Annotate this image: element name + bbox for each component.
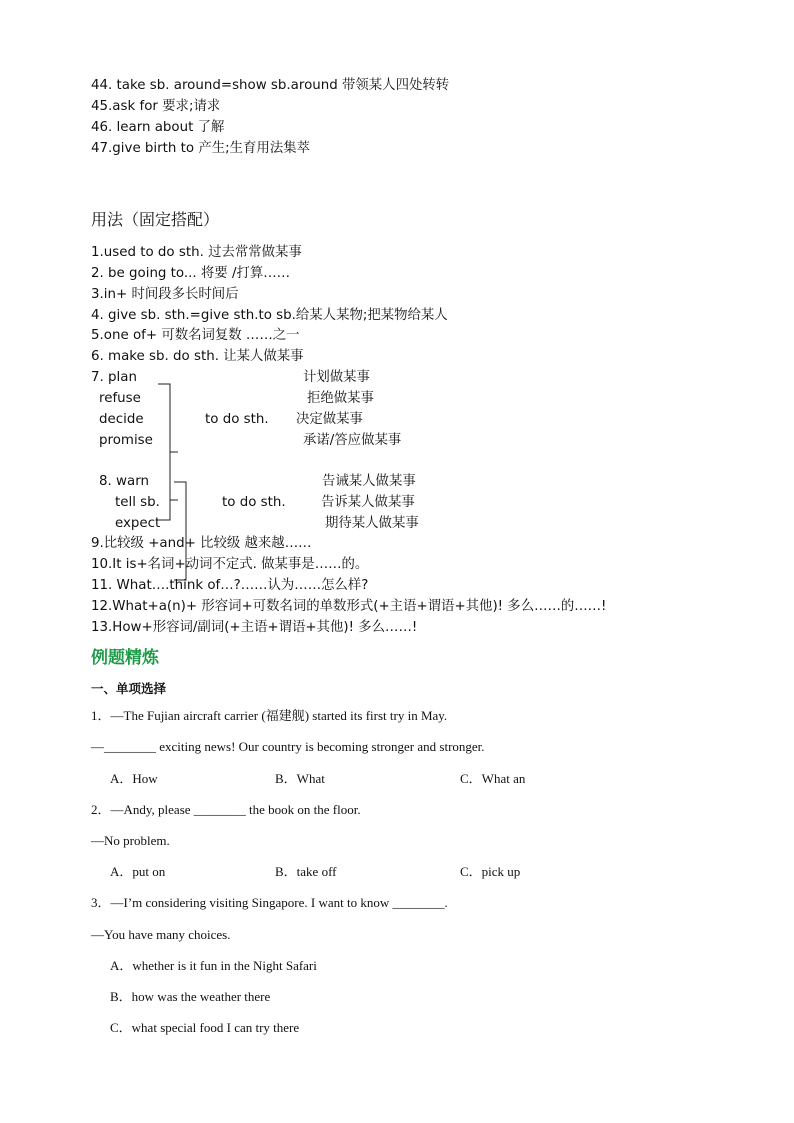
usage-item-4: 4. give sb. sth.=give sth.to sb.给某人某物;把某物给某人 xyxy=(91,308,448,323)
group8-meaning-2: 告诉某人做某事 xyxy=(321,495,415,510)
usage-item-9: 9.比较级 +and+ 比较级 越来越…… xyxy=(91,536,312,551)
question-3-stem: 3．—I’m considering visiting Singapore. I want to know ________. xyxy=(91,895,448,910)
group8-meaning-1: 告诫某人做某事 xyxy=(322,474,416,489)
question-1-reply: —________ exciting news! Our country is becoming stronger and stronger. xyxy=(91,739,485,754)
usage-item-12: 12.What+a(n)+ 形容词+可数名词的单数形式(+主语+谓语+其他)! 多么……的……! xyxy=(91,599,607,614)
group7-middle: to do sth. xyxy=(205,412,269,427)
group7-verb-refuse: refuse xyxy=(99,391,141,406)
phrase-item-47: 47.give birth to 产生;生育用法集萃 xyxy=(91,141,310,156)
question-3-reply: —You have many choices. xyxy=(91,927,231,942)
phrase-item-46: 46. learn about 了解 xyxy=(91,120,225,135)
examples-heading: 例题精炼 xyxy=(91,648,159,668)
usage-item-5: 5.one of+ 可数名词复数 ……之一 xyxy=(91,328,300,343)
question-1-stem: 1．—The Fujian aircraft carrier (福建舰) started its first try in May. xyxy=(91,708,448,723)
question-3-option-a[interactable]: A．whether is it fun in the Night Safari xyxy=(110,958,317,973)
group7-verb-plan: 7. plan xyxy=(91,370,137,385)
phrase-item-45: 45.ask for 要求;请求 xyxy=(91,99,221,114)
question-1-option-a[interactable]: A．How xyxy=(110,771,158,786)
group8-middle: to do sth. xyxy=(222,495,286,510)
single-choice-heading: 一、单项选择 xyxy=(91,681,167,696)
question-2-option-b[interactable]: B．take off xyxy=(275,864,337,879)
usage-item-13: 13.How+形容词/副词(+主语+谓语+其他)! 多么……! xyxy=(91,620,418,635)
group8-verb-expect: expect xyxy=(115,516,161,531)
group7-meaning-4: 承诺/答应做某事 xyxy=(303,433,402,448)
group7-verb-decide: decide xyxy=(99,412,144,427)
group7-meaning-3: 决定做某事 xyxy=(296,412,363,427)
usage-item-3: 3.in+ 时间段多长时间后 xyxy=(91,287,239,302)
usage-item-6: 6. make sb. do sth. 让某人做某事 xyxy=(91,349,304,364)
group7-verb-promise: promise xyxy=(99,433,153,448)
question-1-option-c[interactable]: C．What an xyxy=(460,771,526,786)
usage-item-2: 2. be going to... 将要 /打算…… xyxy=(91,266,291,281)
usage-heading: 用法（固定搭配） xyxy=(91,210,220,229)
question-1-option-b[interactable]: B．What xyxy=(275,771,325,786)
question-2-option-c[interactable]: C．pick up xyxy=(460,864,521,879)
group8-verb-warn: 8. warn xyxy=(99,474,149,489)
question-3-option-c[interactable]: C．what special food I can try there xyxy=(110,1020,300,1035)
question-2-option-a[interactable]: A．put on xyxy=(110,864,166,879)
question-2-reply: —No problem. xyxy=(91,833,170,848)
group7-meaning-1: 计划做某事 xyxy=(303,370,370,385)
question-3-option-b[interactable]: B．how was the weather there xyxy=(110,989,271,1004)
phrase-item-44: 44. take sb. around=show sb.around 带领某人四处转转 xyxy=(91,78,450,93)
group7-meaning-2: 拒绝做某事 xyxy=(307,391,374,406)
usage-item-10: 10.It is+名词+动词不定式. 做某事是……的。 xyxy=(91,557,369,572)
group8-meaning-3: 期待某人做某事 xyxy=(325,516,419,531)
usage-item-1: 1.used to do sth. 过去常常做某事 xyxy=(91,245,302,260)
question-2-stem: 2．—Andy, please ________ the book on the floor. xyxy=(91,802,361,817)
usage-item-11: 11. What….think of…?……认为……怎么样? xyxy=(91,578,369,593)
group8-verb-tell: tell sb. xyxy=(115,495,160,510)
